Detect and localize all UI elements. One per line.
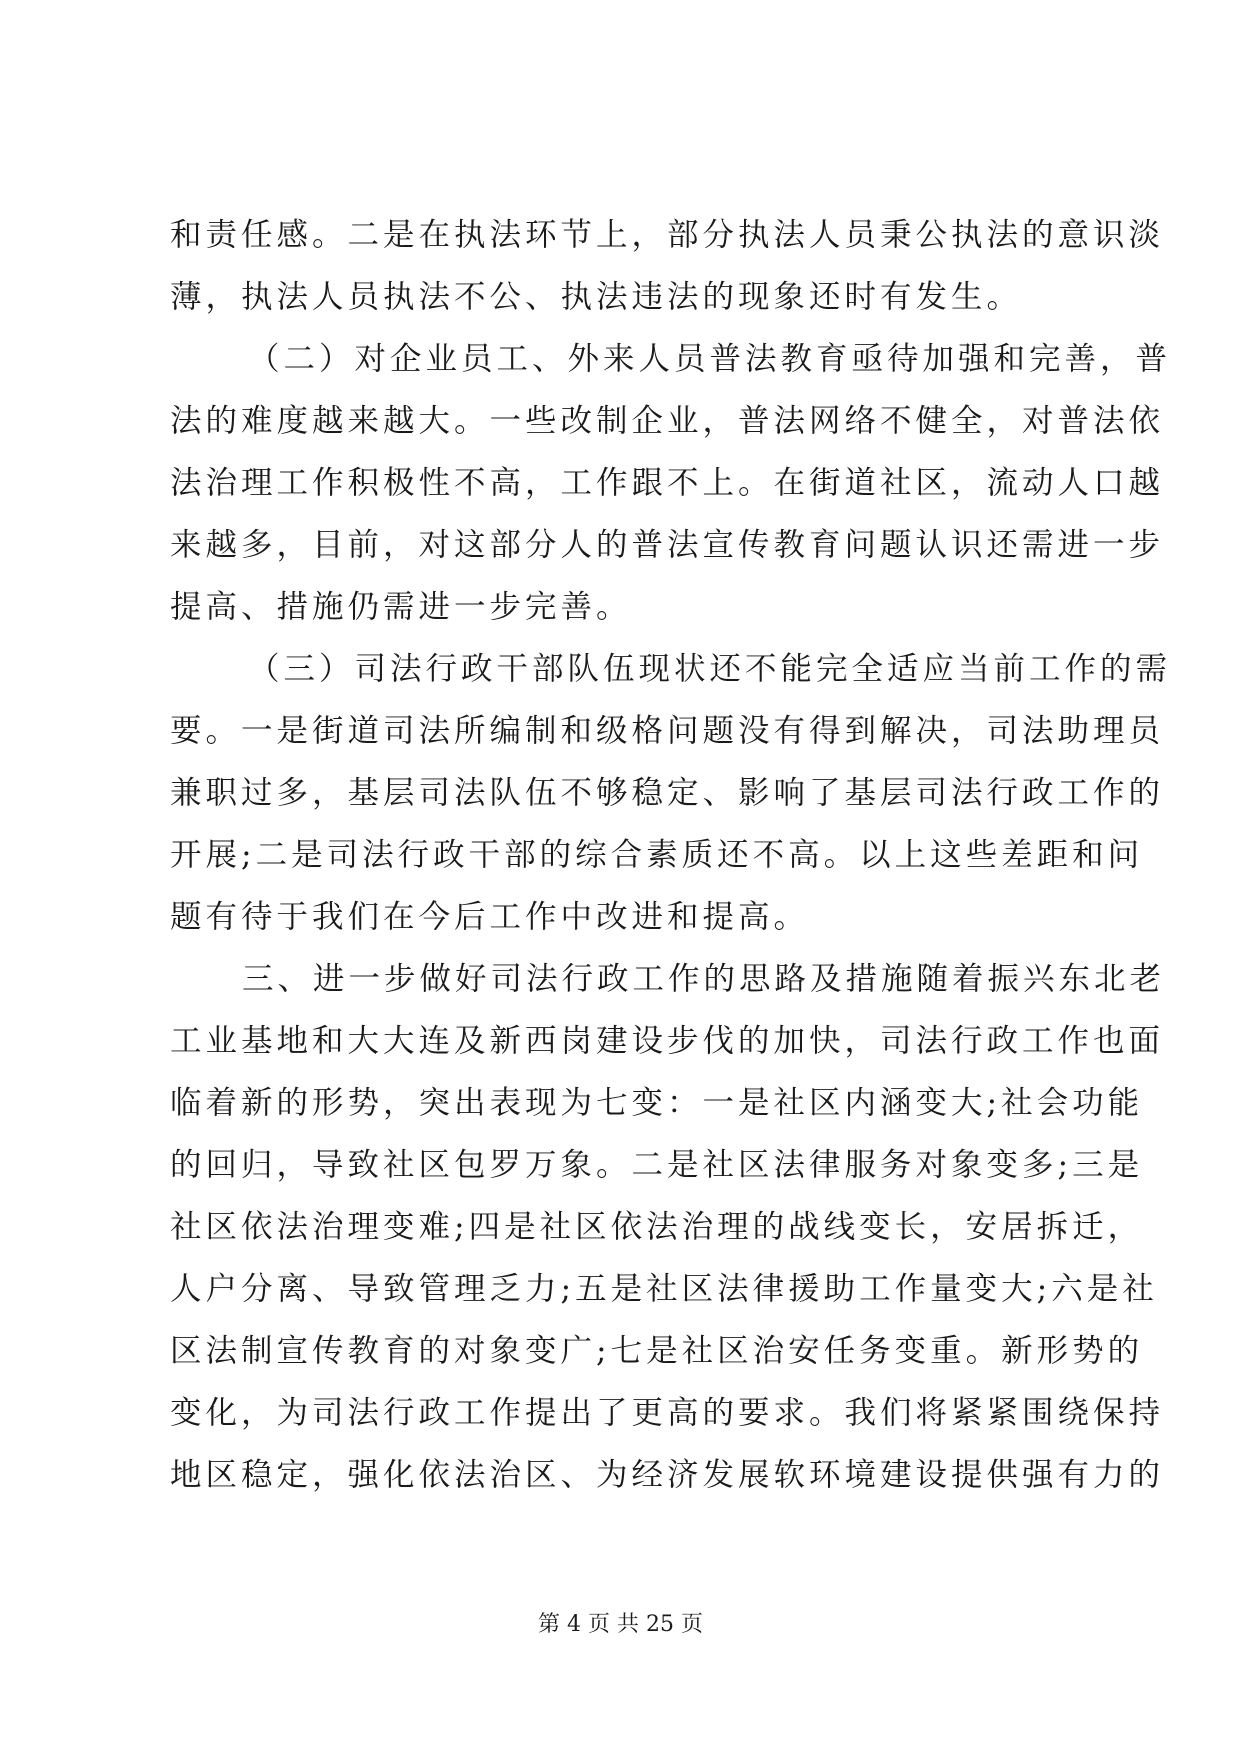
body-text bbox=[170, 204, 1172, 1506]
text-line: 开展;二是司法行政干部的综合素质还不高。以上这些差距和问 bbox=[170, 837, 1144, 873]
text-line: 兼职过多，基层司法队伍不够稳定、影响了基层司法行政工作的 bbox=[170, 775, 1165, 811]
text-line: 工业基地和大大连及新西岗建设步伐的加快，司法行政工作也面 bbox=[170, 1023, 1165, 1059]
text-line: 区法制宣传教育的对象变广;七是社区治安任务变重。新形势的 bbox=[170, 1333, 1144, 1369]
page-number-footer: 第 4 页 共 25 页 bbox=[538, 1612, 703, 1637]
text-line: 要。一是街道司法所编制和级格问题没有得到解决，司法助理员 bbox=[170, 713, 1165, 749]
text-line: （二）对企业员工、外来人员普法教育亟待加强和完善，普 bbox=[248, 341, 1172, 377]
text-line: 和责任感。二是在执法环节上，部分执法人员秉公执法的意识淡 bbox=[170, 217, 1165, 253]
text-line: 提高、措施仍需进一步完善。 bbox=[170, 589, 632, 625]
text-line: 临着新的形势，突出表现为七变：一是社区内涵变大;社会功能 bbox=[170, 1085, 1144, 1121]
text-line: 法治理工作积极性不高，工作跟不上。在街道社区，流动人口越 bbox=[170, 465, 1165, 501]
text-line: 的回归，导致社区包罗万象。二是社区法律服务对象变多;三是 bbox=[170, 1147, 1144, 1183]
text-line: 地区稳定，强化依法治区、为经济发展软环境建设提供强有力的 bbox=[170, 1457, 1165, 1493]
text-line: （三）司法行政干部队伍现状还不能完全适应当前工作的需 bbox=[248, 651, 1172, 687]
text-line: 人户分离、导致管理乏力;五是社区法律援助工作量变大;六是社 bbox=[170, 1271, 1158, 1307]
text-line: 三、进一步做好司法行政工作的思路及措施随着振兴东北老 bbox=[242, 961, 1166, 997]
text-line: 法的难度越来越大。一些改制企业，普法网络不健全，对普法依 bbox=[170, 403, 1165, 439]
text-line: 来越多，目前，对这部分人的普法宣传教育问题认识还需进一步 bbox=[170, 527, 1165, 563]
text-line: 变化，为司法行政工作提出了更高的要求。我们将紧紧围绕保持 bbox=[170, 1395, 1165, 1431]
text-line: 社区依法治理变难;四是社区依法治理的战线变长，安居拆迁， bbox=[170, 1209, 1144, 1245]
text-line: 薄，执法人员执法不公、执法违法的现象还时有发生。 bbox=[170, 279, 1023, 315]
text-line: 题有待于我们在今后工作中改进和提高。 bbox=[170, 899, 810, 935]
